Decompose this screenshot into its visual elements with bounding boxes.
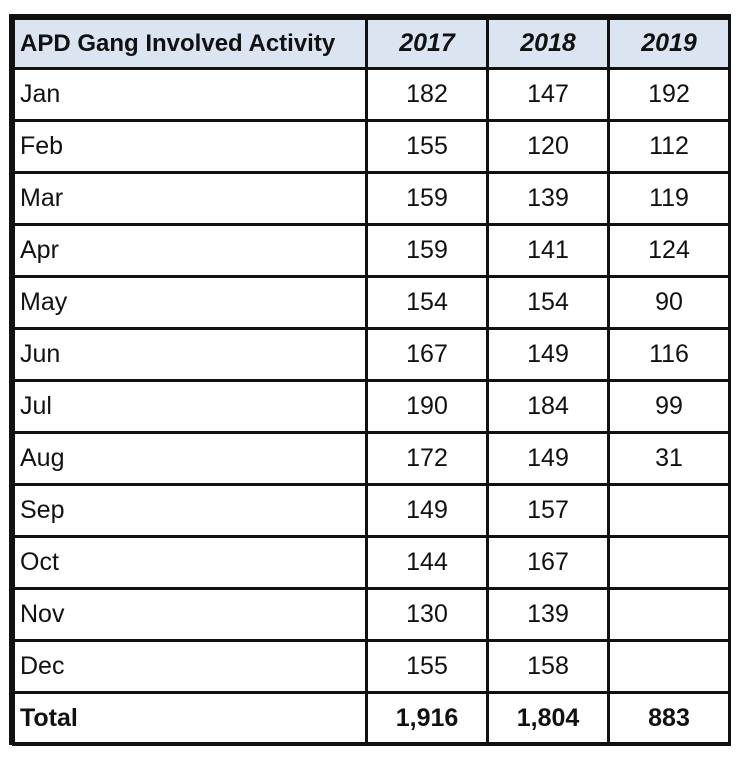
value-cell-2018: 154 bbox=[488, 277, 609, 329]
value-cell-2019: 124 bbox=[609, 225, 730, 277]
value-cell-2019: 112 bbox=[609, 121, 730, 173]
value-cell-2019: 192 bbox=[609, 69, 730, 121]
value-cell-2018: 147 bbox=[488, 69, 609, 121]
value-cell-2017: 159 bbox=[367, 173, 488, 225]
value-cell-2019 bbox=[609, 641, 730, 693]
table-row bbox=[14, 589, 730, 641]
value-cell-2018: 158 bbox=[488, 641, 609, 693]
table-row bbox=[14, 121, 730, 173]
value-cell-2019: 31 bbox=[609, 433, 730, 485]
month-label: Jul bbox=[14, 381, 367, 433]
table-row bbox=[14, 329, 730, 381]
value-cell-2017: 167 bbox=[367, 329, 488, 381]
table-row bbox=[14, 277, 730, 329]
month-label: Jan bbox=[14, 69, 367, 121]
value-cell-2017: 149 bbox=[367, 485, 488, 537]
table-row bbox=[14, 485, 730, 537]
value-cell-2018: 167 bbox=[488, 537, 609, 589]
total-value-2019: 883 bbox=[609, 693, 730, 745]
month-label: Dec bbox=[14, 641, 367, 693]
value-cell-2017: 159 bbox=[367, 225, 488, 277]
value-cell-2017: 130 bbox=[367, 589, 488, 641]
month-label: Feb bbox=[14, 121, 367, 173]
column-header-2018: 2018 bbox=[488, 19, 609, 69]
table-title: APD Gang Involved Activity bbox=[14, 19, 367, 69]
value-cell-2019: 99 bbox=[609, 381, 730, 433]
table-row bbox=[14, 537, 730, 589]
value-cell-2019: 90 bbox=[609, 277, 730, 329]
value-cell-2017: 155 bbox=[367, 121, 488, 173]
total-value-2017: 1,916 bbox=[367, 693, 488, 745]
value-cell-2017: 154 bbox=[367, 277, 488, 329]
value-cell-2017: 144 bbox=[367, 537, 488, 589]
month-label: Oct bbox=[14, 537, 367, 589]
month-label: May bbox=[14, 277, 367, 329]
value-cell-2018: 139 bbox=[488, 173, 609, 225]
month-label: Jun bbox=[14, 329, 367, 381]
month-label: Aug bbox=[14, 433, 367, 485]
value-cell-2018: 139 bbox=[488, 589, 609, 641]
table-header-row bbox=[14, 19, 730, 69]
value-cell-2018: 184 bbox=[488, 381, 609, 433]
gang-activity-table bbox=[12, 17, 731, 746]
value-cell-2019 bbox=[609, 589, 730, 641]
value-cell-2018: 157 bbox=[488, 485, 609, 537]
value-cell-2018: 141 bbox=[488, 225, 609, 277]
month-label: Nov bbox=[14, 589, 367, 641]
value-cell-2017: 172 bbox=[367, 433, 488, 485]
table-row bbox=[14, 69, 730, 121]
value-cell-2019 bbox=[609, 537, 730, 589]
table-row bbox=[14, 173, 730, 225]
month-label: Apr bbox=[14, 225, 367, 277]
total-label: Total bbox=[14, 693, 367, 745]
table-row bbox=[14, 381, 730, 433]
value-cell-2017: 190 bbox=[367, 381, 488, 433]
value-cell-2018: 120 bbox=[488, 121, 609, 173]
column-header-2017: 2017 bbox=[367, 19, 488, 69]
month-label: Sep bbox=[14, 485, 367, 537]
month-label: Mar bbox=[14, 173, 367, 225]
total-row bbox=[14, 693, 730, 745]
table-row bbox=[14, 433, 730, 485]
table-row bbox=[14, 641, 730, 693]
table-body bbox=[14, 69, 730, 745]
value-cell-2018: 149 bbox=[488, 329, 609, 381]
value-cell-2019: 116 bbox=[609, 329, 730, 381]
value-cell-2017: 155 bbox=[367, 641, 488, 693]
column-header-2019: 2019 bbox=[609, 19, 730, 69]
table-row bbox=[14, 225, 730, 277]
value-cell-2019 bbox=[609, 485, 730, 537]
value-cell-2019: 119 bbox=[609, 173, 730, 225]
data-table-frame bbox=[9, 14, 731, 745]
value-cell-2018: 149 bbox=[488, 433, 609, 485]
total-value-2018: 1,804 bbox=[488, 693, 609, 745]
value-cell-2017: 182 bbox=[367, 69, 488, 121]
